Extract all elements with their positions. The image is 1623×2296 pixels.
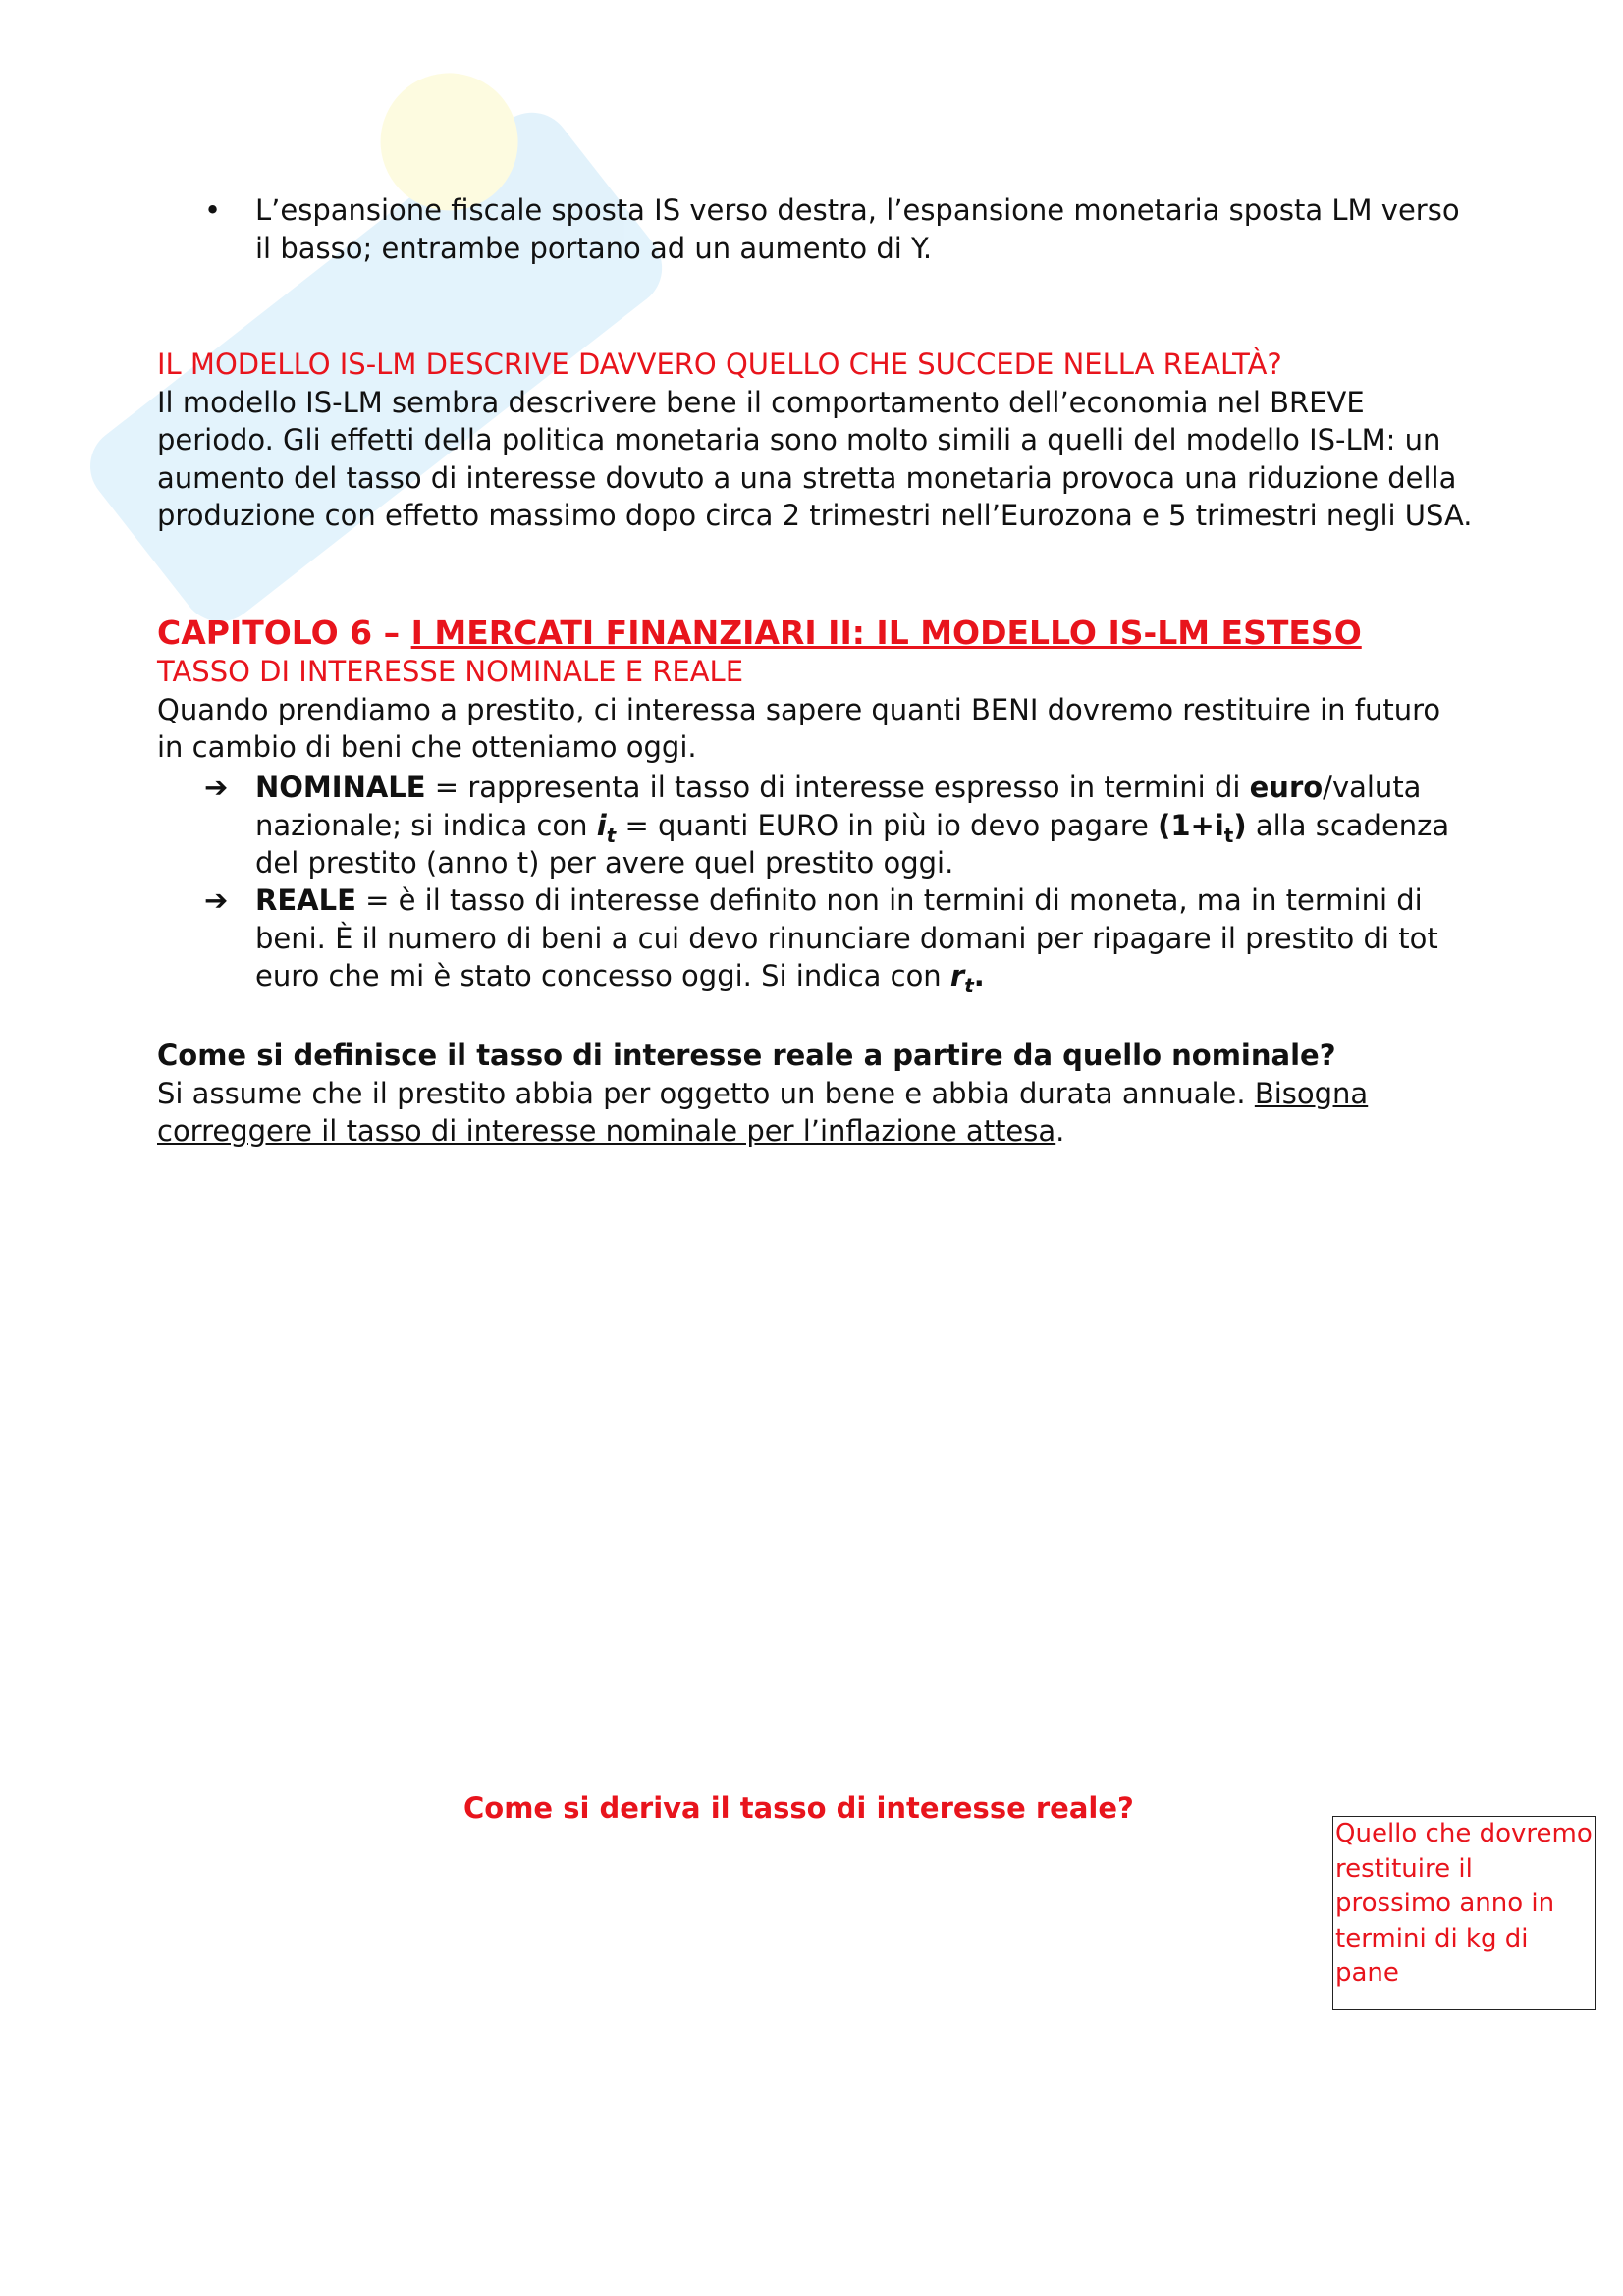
formula-1-plus-i (1158, 808, 1247, 847)
section-islm-reality (157, 346, 1473, 535)
section-heading: IL MODELLO IS-LM DESCRIVE DAVVERO QUELLO CHE SUCCEDE NELLA REALTÀ? (157, 347, 1282, 381)
symbol-subscript: t (1223, 823, 1234, 847)
question-heading: Come si definisce il tasso di interesse reale a partire da quello nominale? (157, 1039, 1336, 1072)
term-label: REALE (255, 883, 356, 917)
question-body (157, 1075, 1473, 1150)
symbol-r (949, 959, 974, 997)
symbol-i (596, 808, 617, 847)
text-run: Si assume che il prestito abbia per oggetto un bene e abbia durata annuale. (157, 1076, 1255, 1110)
bullet-text: L’espansione fiscale sposta IS verso destra, l’espansione monetaria sposta LM verso il basso; entrambe portano ad un aumento di Y. (255, 193, 1460, 265)
definition-nominale (204, 769, 1481, 882)
underlined-text: Bisogna correggere il tasso di interesse nominale per l’inflazione attesa (157, 1076, 1369, 1148)
text-run: . (1055, 1114, 1065, 1148)
note-box: Quello che dovremo restituire il prossimo anno in termini di kg di pane (1332, 1816, 1596, 2010)
text-run: = quanti EURO in più io devo pagare (616, 808, 1159, 842)
chapter-title (157, 614, 1473, 653)
chapter-block (157, 614, 1473, 767)
term-label: NOMINALE (255, 771, 426, 804)
diagram-title: Come si deriva il tasso di interesse reale? (463, 1791, 1134, 1825)
arrow-right-icon: ➔ (204, 771, 229, 804)
symbol-letter: r (949, 959, 965, 992)
text-run: . (973, 959, 985, 992)
chapter-prefix: CAPITOLO 6 – (157, 614, 411, 652)
text-run: /valuta nazionale; si indica con (255, 771, 1422, 842)
symbol-letter: i (596, 808, 607, 842)
section-body: Il modello IS-LM sembra descrivere bene il comportamento dell’economia nel BREVE periodo. Gli effetti della politica monetaria sono molto simili a quelli del modello IS-LM: un aumento del tasso di interesse dovuto a una stretta monetaria provoca una riduzione della produzione con effetto massimo dopo circa 2 trimestri nell’Eurozona e 5 trimestri negli USA. (157, 385, 1473, 532)
text-run: = rappresenta il tasso di interesse espresso in termini di (425, 771, 1250, 804)
arrow-right-icon: ➔ (204, 883, 229, 917)
bullet-dot-icon: • (204, 193, 222, 227)
definition-text (255, 881, 1481, 995)
symbol-subscript: t (606, 823, 617, 847)
definition-text (255, 769, 1481, 882)
text-run: ) (1233, 808, 1247, 842)
chapter-name: I MERCATI FINANZIARI II: IL MODELLO IS-LM ESTESO (410, 614, 1362, 652)
text-run: alla scadenza del prestito (anno t) per avere quel prestito oggi. (255, 808, 1450, 880)
bullet-item (204, 191, 1481, 267)
text-run: = è il tasso di interesse definito non in termini di moneta, ma in termini di beni. È il numero di beni a cui devo rinunciare domani per ripagare il prestito di tot euro che mi è stato concesso oggi. Si indica con (255, 883, 1438, 992)
text-run: (1+i (1158, 808, 1224, 842)
definition-reale (204, 881, 1481, 995)
chapter-intro: Quando prendiamo a prestito, ci interessa sapere quanti BENI dovremo restituire in futuro in cambio di beni che otteniamo oggi. (157, 692, 1441, 764)
symbol-subscript: t (964, 973, 974, 997)
text-run: euro (1249, 771, 1324, 804)
question-block (157, 1037, 1473, 1150)
chapter-subheading: TASSO DI INTERESSE NOMINALE E REALE (157, 655, 744, 688)
